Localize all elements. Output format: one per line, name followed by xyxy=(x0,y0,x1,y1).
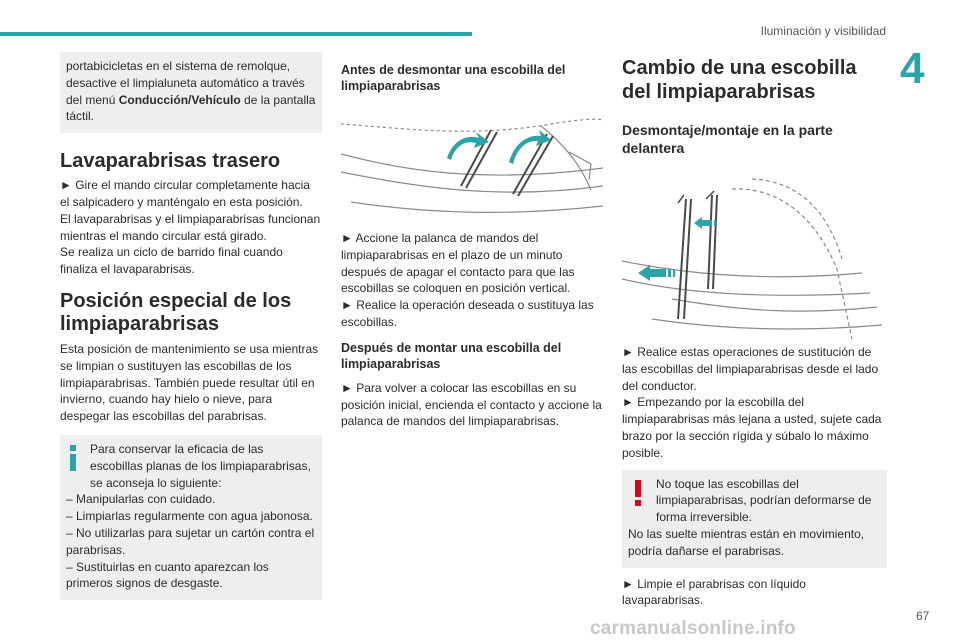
note-intro: Para conservar la eficacia de las escobillas planas de los limpiaparabrisas, se aconseja lo siguiente: xyxy=(90,441,311,490)
info-note xyxy=(60,435,322,600)
note-item: – Sustituirlas en cuanto aparezcan los primeros signos de desgaste. xyxy=(66,559,269,591)
before-step-1: ► Accione la palanca de mandos del limpiaparabrisas en el plazo de un minuto después de apagar el contacto para que las escobillas se coloquen en posición vertical. xyxy=(341,231,575,296)
front-wiper-illustration xyxy=(622,169,887,339)
front-step-3: ► Limpie el parabrisas con líquido lavaparabrisas. xyxy=(622,576,806,608)
front-wiper-svg xyxy=(622,169,887,339)
special-paragraph: Esta posición de mantenimiento se usa mientras se limpian o sustituyen las escobillas de los limpiaparabrisas. También puede resultar útil en invierno, cuando hay hielo o nieve, para despegar las escobillas del parabrisas. xyxy=(60,341,319,424)
warning-icon xyxy=(634,480,642,506)
rear-para-3: Se realiza un ciclo de barrido final cuando finaliza el lavaparabrisas. xyxy=(60,245,283,277)
column-1 xyxy=(60,52,322,600)
note-item: – No utilizarlas para sujetar un cartón contra el parabrisas. xyxy=(66,525,315,557)
section-title: Iluminación y visibilidad xyxy=(760,24,886,38)
page-number: 67 xyxy=(916,609,930,623)
warning-text-2: No las suelte mientras están en movimiento, podría dañarse el parabrisas. xyxy=(628,526,865,558)
heading-change-blade: Cambio de una escobilla del limpiaparabrisas xyxy=(622,57,857,103)
heading-before-removal: Antes de desmontar una escobilla del limpiaparabrisas xyxy=(341,63,566,93)
note-item: – Manipularlas con cuidado. xyxy=(66,492,216,507)
front-step-2: ► Empezando por la escobilla del limpiaparabrisas más lejana a usted, sujete cada brazo por la sección rígida y súbalo lo máximo posible. xyxy=(622,395,882,460)
warning-note xyxy=(622,470,887,568)
info-icon xyxy=(69,445,77,471)
watermark: carmanualsonline.info xyxy=(590,618,796,639)
continued-note-text: portabicicletas en el sistema de remolque, desactive el limpialuneta automático a través del menú Conducción/Vehículo de la pantalla táctil. xyxy=(66,59,316,124)
wiper-vertical-svg xyxy=(341,106,603,224)
heading-front-removal: Desmontaje/montaje en la parte delantera xyxy=(622,122,833,156)
rear-para-2: El lavaparabrisas y el limpiaparabrisas funcionan mientras el mando circular está girado. xyxy=(60,211,321,243)
heading-after-mounting: Después de montar una escobilla del limpiaparabrisas xyxy=(341,340,562,371)
note-item: – Limpiarlas regularmente con agua jabonosa. xyxy=(66,509,313,524)
continued-note-box xyxy=(60,52,322,133)
before-step-2: ► Realice la operación deseada o sustituya las escobillas. xyxy=(341,298,594,329)
column-2 xyxy=(341,52,603,430)
rear-step-1: ► Gire el mando circular completamente hacia el salpicadero y manténgalo en esta posición. xyxy=(60,178,310,209)
heading-special-position: Posición especial de los limpiaparabrisas xyxy=(60,289,292,335)
after-step: ► Para volver a colocar las escobillas en su posición inicial, encienda el contacto y accione la palanca de mandos del limpiaparabrisas. xyxy=(341,380,602,429)
heading-rear-washer: Lavaparabrisas trasero xyxy=(60,150,281,173)
chapter-number: 4 xyxy=(900,44,925,93)
wiper-vertical-illustration xyxy=(341,106,603,224)
column-3 xyxy=(622,52,887,609)
header-accent-bar xyxy=(0,32,472,36)
front-step-1: ► Realice estas operaciones de sustitución de las escobillas del limpiaparabrisas desde el lado del conductor. xyxy=(622,345,879,393)
warning-text-1: No toque las escobillas del limpiaparabrisas, podrían deformarse de forma irreversible. xyxy=(656,476,872,525)
